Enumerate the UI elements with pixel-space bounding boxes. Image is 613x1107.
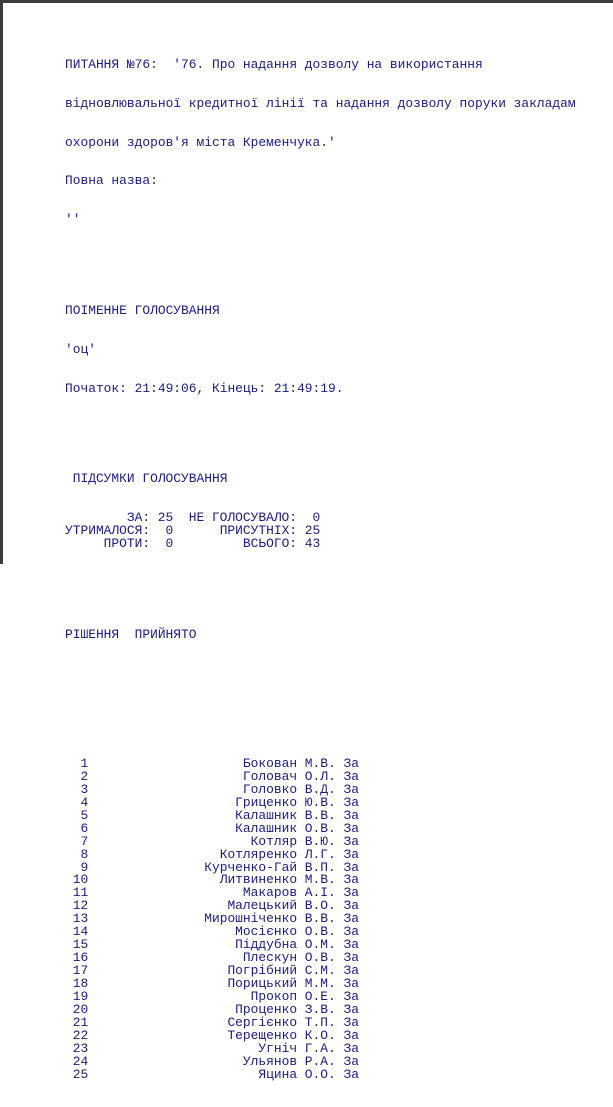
summary-value-right: 25: [304, 522, 321, 538]
deputy-initials: Ю.В.: [304, 794, 336, 810]
deputy-number: 7: [80, 833, 89, 849]
deputy-number: 23: [72, 1040, 89, 1056]
deputy-vote: За: [343, 781, 359, 797]
deputy-initials: В.О.: [304, 898, 336, 914]
deputy-vote-list: [65, 758, 576, 1081]
deputy-number: 8: [80, 846, 89, 862]
deputy-number: 10: [72, 872, 89, 888]
deputy-initials: Г.А.: [304, 1040, 336, 1056]
deputy-row: [65, 768, 576, 784]
deputy-number: 15: [72, 937, 89, 953]
deputy-number: 2: [80, 768, 89, 784]
deputy-row: [65, 988, 576, 1004]
deputy-initials: К.О.: [304, 1027, 336, 1043]
deputy-initials: В.В.: [304, 807, 336, 823]
deputy-vote: За: [343, 885, 359, 901]
deputy-surname: Головач: [242, 768, 298, 784]
deputy-initials: О.Л.: [304, 768, 336, 784]
deputy-row: [65, 1053, 576, 1069]
spacer: [65, 421, 576, 434]
deputy-initials: В.Ю.: [304, 833, 336, 849]
vote-type: ПОІМЕННЕ ГОЛОСУВАННЯ: [65, 302, 220, 318]
deputy-row: [65, 794, 576, 810]
deputy-number: 19: [72, 988, 89, 1004]
deputy-vote: За: [343, 1001, 359, 1017]
deputy-vote: За: [343, 975, 359, 991]
deputy-vote: За: [343, 924, 359, 940]
deputy-number: 22: [72, 1027, 89, 1043]
deputy-number: 9: [80, 859, 89, 875]
question-line-1: [65, 56, 576, 72]
question-title-line-1: '76. Про надання дозволу на використання: [173, 56, 483, 72]
deputy-row: [65, 833, 576, 849]
deputy-initials: М.М.: [304, 975, 336, 991]
deputy-row: [65, 952, 576, 965]
deputy-row: [65, 807, 576, 823]
deputy-initials: О.Е.: [304, 988, 336, 1004]
deputy-number: 4: [80, 794, 89, 810]
deputy-surname: Макаров: [242, 885, 298, 901]
deputy-initials: А.І.: [304, 885, 336, 901]
deputy-surname: Терещенко: [227, 1027, 298, 1043]
deputy-surname: Калашник: [235, 807, 298, 823]
deputy-vote: За: [343, 833, 359, 849]
deputy-initials: В.П.: [304, 859, 336, 875]
deputy-initials: Л.Г.: [304, 846, 336, 862]
deputy-initials: О.В.: [304, 950, 336, 966]
deputy-initials: Р.А.: [304, 1053, 336, 1069]
deputy-surname: Ульянов: [242, 1053, 298, 1069]
deputy-row: [65, 913, 576, 926]
deputy-number: 17: [72, 963, 89, 979]
decision-value: ПРИЙНЯТО: [134, 626, 197, 642]
deputy-surname: Угніч: [258, 1040, 298, 1056]
deputy-surname: Курченко-Гай: [204, 859, 298, 875]
deputy-vote: За: [343, 872, 359, 888]
deputy-initials: О.В.: [304, 924, 336, 940]
deputy-vote: За: [343, 1066, 359, 1082]
summary-table: [65, 512, 576, 551]
deputy-vote: За: [343, 963, 359, 979]
deputy-surname: Плескун: [242, 950, 298, 966]
deputy-vote: За: [343, 950, 359, 966]
deputy-vote: За: [343, 756, 359, 772]
deputy-vote: За: [343, 898, 359, 914]
deputy-row: [65, 939, 576, 952]
summary-value-left: 0: [165, 522, 174, 538]
vote-time: Початок: 21:49:06, Кінець: 21:49:19.: [65, 380, 344, 396]
summary-label-right: ВСЬОГО:: [242, 535, 298, 551]
deputy-vote: За: [343, 1014, 359, 1030]
deputy-row: [65, 758, 576, 771]
deputy-vote: За: [343, 846, 359, 862]
deputy-number: 13: [72, 911, 89, 927]
deputy-surname: Погрібний: [227, 963, 298, 979]
deputy-initials: О.В.: [304, 820, 336, 836]
summary-label-left: ЗА:: [126, 510, 151, 526]
deputy-row: [65, 887, 576, 900]
summary-title-line: [65, 473, 576, 486]
deputy-row: [65, 846, 576, 862]
deputy-number: 20: [72, 1001, 89, 1017]
deputy-row: [65, 926, 576, 939]
deputy-row: [65, 1014, 576, 1030]
deputy-number: 21: [72, 1014, 89, 1030]
deputy-surname: Порицький: [227, 975, 298, 991]
deputy-surname: Проценко: [235, 1001, 298, 1017]
decision-label: РІШЕННЯ: [65, 626, 120, 642]
full-name-label: Повна назва:: [65, 173, 158, 189]
deputy-row: [65, 781, 576, 797]
deputy-initials: О.М.: [304, 937, 336, 953]
decision-line: [65, 626, 576, 642]
question-title-line-2: відновлювальної кредитної лінії та надання дозволу поруки закладам: [65, 95, 576, 111]
deputy-number: 16: [72, 950, 89, 966]
question-title-line-3: охорони здоров'я міста Кременчука.': [65, 134, 336, 150]
deputy-surname: Котляр: [250, 833, 298, 849]
deputy-row: [65, 820, 576, 836]
deputy-vote: За: [343, 807, 359, 823]
summary-row: [65, 535, 576, 551]
summary-value-left: 0: [165, 535, 174, 551]
deputy-row: [65, 874, 576, 887]
deputy-surname: Мосієнко: [235, 924, 298, 940]
deputy-row: [65, 1040, 576, 1056]
deputy-number: 24: [72, 1053, 89, 1069]
vote-code: 'оц': [65, 341, 96, 357]
deputy-number: 6: [80, 820, 89, 836]
deputy-surname: Гриценко: [235, 794, 298, 810]
summary-title: ПІДСУМКИ ГОЛОСУВАННЯ: [72, 471, 228, 487]
deputy-row: [65, 1066, 576, 1082]
deputy-initials: В.Д.: [304, 781, 336, 797]
deputy-vote: За: [343, 1040, 359, 1056]
deputy-surname: Сергієнко: [227, 1014, 298, 1030]
deputy-number: 18: [72, 975, 89, 991]
deputy-number: 14: [72, 924, 89, 940]
deputy-initials: М.В.: [304, 872, 336, 888]
deputy-initials: М.В.: [304, 756, 336, 772]
deputy-number: 25: [72, 1066, 89, 1082]
spacer: [65, 577, 576, 590]
deputy-surname: Калашник: [235, 820, 298, 836]
deputy-surname: Малецький: [227, 898, 298, 914]
deputy-row: [65, 1027, 576, 1043]
spacer: [65, 253, 576, 266]
deputy-row: [65, 965, 576, 978]
deputy-vote: За: [343, 1053, 359, 1069]
deputy-surname: Литвиненко: [219, 872, 298, 888]
deputy-surname: Мирошніченко: [204, 911, 298, 927]
deputy-vote: За: [343, 937, 359, 953]
deputy-initials: О.О.: [304, 1066, 336, 1082]
deputy-vote: За: [343, 1027, 359, 1043]
deputy-number: 11: [72, 885, 89, 901]
deputy-number: 3: [80, 781, 89, 797]
spacer: [65, 667, 576, 680]
deputy-vote: За: [343, 988, 359, 1004]
deputy-number: 5: [80, 807, 89, 823]
deputy-number: 1: [80, 756, 89, 772]
deputy-vote: За: [343, 794, 359, 810]
deputy-vote: За: [343, 859, 359, 875]
summary-value-right: 43: [304, 535, 321, 551]
question-label: ПИТАННЯ №76:: [65, 56, 158, 72]
deputy-row: [65, 900, 576, 913]
deputy-row: [65, 859, 576, 875]
spacer: [65, 706, 576, 719]
deputy-initials: В.В.: [304, 911, 336, 927]
deputy-surname: Прокоп: [250, 988, 298, 1004]
deputy-number: 12: [72, 898, 89, 914]
deputy-initials: С.М.: [304, 963, 336, 979]
deputy-initials: Т.П.: [304, 1014, 336, 1030]
deputy-vote: За: [343, 820, 359, 836]
deputy-surname: Яцина: [258, 1066, 298, 1082]
deputy-surname: Бокован: [242, 756, 298, 772]
deputy-vote: За: [343, 911, 359, 927]
full-name-value: '': [65, 212, 81, 228]
summary-label-right: НЕ ГОЛОСУВАЛО:: [188, 510, 298, 526]
deputy-surname: Котляренко: [219, 846, 298, 862]
summary-label-right: ПРИСУТНІХ:: [219, 522, 298, 538]
summary-value-left: 25: [157, 510, 174, 526]
summary-label-left: УТРИМАЛОСЯ:: [65, 522, 151, 538]
deputy-row: [65, 975, 576, 991]
summary-label-left: ПРОТИ:: [103, 535, 151, 551]
deputy-initials: З.В.: [304, 1001, 336, 1017]
summary-value-right: 0: [312, 510, 321, 526]
deputy-surname: Головко: [242, 781, 298, 797]
deputy-vote: За: [343, 768, 359, 784]
deputy-row: [65, 1001, 576, 1017]
deputy-surname: Піддубна: [235, 937, 298, 953]
